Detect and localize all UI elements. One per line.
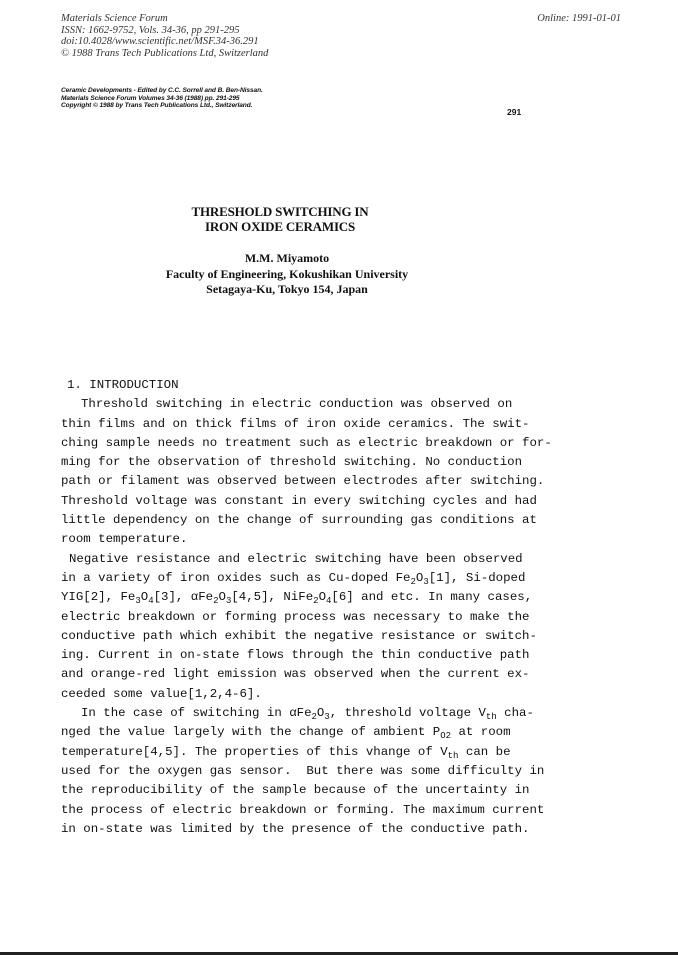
author-name: M.M. Miyamoto bbox=[244, 251, 330, 265]
text-run: O bbox=[316, 706, 325, 721]
credit-line-1: Ceramic Developments - Edited by C.C. Sorrell and B. Ben-Nissan. bbox=[61, 87, 263, 94]
subscript: 3 bbox=[423, 576, 429, 587]
subscript: 4 bbox=[148, 596, 154, 607]
paragraph-1-line: ching sample needs no treatment such as electric breakdown or for- bbox=[61, 435, 552, 450]
copyright-line: © 1988 Trans Tech Publications Ltd, Switzerland bbox=[61, 47, 269, 59]
author-affiliation: Faculty of Engineering, Kokushikan University bbox=[165, 266, 409, 281]
text-run: O bbox=[318, 590, 326, 605]
text-run: YIG[2], Fe bbox=[61, 590, 136, 605]
doi-line: doi:10.4028/www.scientific.net/MSF.34-36.291 bbox=[61, 36, 259, 47]
subscript: 3 bbox=[135, 596, 141, 607]
subscript: 2 bbox=[213, 596, 219, 607]
paragraph-3-line: in on-state was limited by the presence of the conductive path. bbox=[61, 821, 530, 836]
page-number: 291 bbox=[507, 107, 522, 117]
text-run: at room bbox=[451, 725, 511, 740]
subscript: O bbox=[440, 731, 446, 742]
text-run: in a variety of iron oxides such as Cu-doped Fe bbox=[61, 570, 411, 585]
paragraph-2-line: ceeded some value[1,2,4-6]. bbox=[61, 686, 262, 701]
paragraph-2-line: Negative resistance and electric switching have been observed bbox=[69, 551, 523, 566]
paragraph-2-line: ing. Current in on-state flows through the thin conductive path bbox=[61, 648, 530, 663]
paragraph-2-line bbox=[61, 588, 552, 607]
body-text bbox=[61, 376, 552, 839]
subscript: 4 bbox=[326, 596, 332, 607]
text-run: [6] and etc. In many cases, bbox=[331, 590, 533, 605]
paragraph-1-line: path or filament was observed between electrodes after switching. bbox=[61, 474, 545, 489]
subscript: 3 bbox=[324, 712, 330, 723]
text-run: , threshold voltage V bbox=[329, 706, 486, 721]
paragraph-3-line: the process of electric breakdown or forming. The maximum current bbox=[61, 802, 545, 817]
paragraph-2-line bbox=[61, 569, 552, 588]
text-run: [4,5], NiFe bbox=[231, 590, 314, 605]
author-block bbox=[0, 251, 574, 298]
paragraph-3-line bbox=[61, 743, 552, 762]
paragraph-3-line: used for the oxygen gas sensor. But there was some difficulty in bbox=[61, 763, 545, 778]
subscript: 2 bbox=[311, 712, 317, 723]
bottom-rule bbox=[0, 952, 678, 955]
paragraph-1-line: ming for the observation of threshold switching. No conduction bbox=[61, 455, 523, 470]
credit-line-2: Materials Science Forum Volumes 34-36 (1988) pp. 291-295 bbox=[61, 94, 240, 102]
section-heading: 1. INTRODUCTION bbox=[67, 378, 179, 392]
credit-line-3: Copyright © 1988 by Trans Tech Publications Ltd., Switzerland. bbox=[61, 102, 253, 110]
paper-title bbox=[0, 204, 560, 234]
text-run: cha- bbox=[496, 706, 534, 721]
text-run: can be bbox=[458, 744, 511, 759]
paragraph-3-line: the reproducibility of the sample because of the uncertainty in bbox=[61, 783, 530, 798]
publication-metadata bbox=[61, 13, 268, 59]
subscript: th bbox=[485, 712, 497, 723]
subscript: 2 bbox=[313, 596, 319, 607]
paragraph-2-line: conductive path which exhibit the negative resistance or switch- bbox=[61, 628, 537, 643]
issn-line: ISSN: 1662-9752, Vols. 34-36, pp 291-295 bbox=[61, 24, 240, 36]
text-run: [1], Si-doped bbox=[428, 570, 526, 585]
subscript: 3 bbox=[225, 596, 232, 607]
text-run: temperature[4,5]. The properties of this vhange of V bbox=[61, 744, 448, 759]
subscript: 2 bbox=[445, 731, 452, 742]
paragraph-2-line: electric breakdown or forming process was necessary to make the bbox=[61, 609, 530, 624]
subscript: 2 bbox=[410, 576, 416, 587]
text-run: In the case of switching in αFe bbox=[81, 706, 312, 721]
journal-name: Materials Science Forum bbox=[61, 13, 168, 24]
author-address: Setagaya-Ku, Tokyo 154, Japan bbox=[206, 282, 368, 296]
paragraph-1-line: Threshold voltage was constant in every switching cycles and had bbox=[61, 493, 537, 508]
text-run: O bbox=[140, 590, 149, 605]
paragraph-3-line bbox=[61, 723, 552, 742]
proceedings-credit bbox=[61, 87, 263, 110]
title-line-2: IRON OXIDE CERAMICS bbox=[204, 219, 356, 234]
online-date: Online: 1991-01-01 bbox=[537, 13, 621, 24]
text-run: [3], αFe bbox=[153, 590, 214, 605]
paragraph-1-line: Threshold switching in electric conduction was observed on bbox=[81, 397, 513, 412]
paragraph-1-line: room temperature. bbox=[61, 532, 188, 547]
subscript: th bbox=[447, 750, 459, 761]
text-run: O bbox=[218, 590, 226, 605]
title-line-1: THRESHOLD SWITCHING IN bbox=[191, 204, 369, 219]
paragraph-2-line: and orange-red light emission was observed when the current ex- bbox=[61, 667, 530, 682]
paragraph-1-line: thin films and on thick films of iron oxide ceramics. The swit- bbox=[61, 416, 530, 431]
text-run: nged the value largely with the change of ambient P bbox=[61, 725, 441, 740]
text-run: O bbox=[415, 570, 424, 585]
paragraph-1-line: little dependency on the change of surrounding gas conditions at bbox=[61, 513, 537, 528]
paragraph-3-line bbox=[61, 704, 552, 723]
